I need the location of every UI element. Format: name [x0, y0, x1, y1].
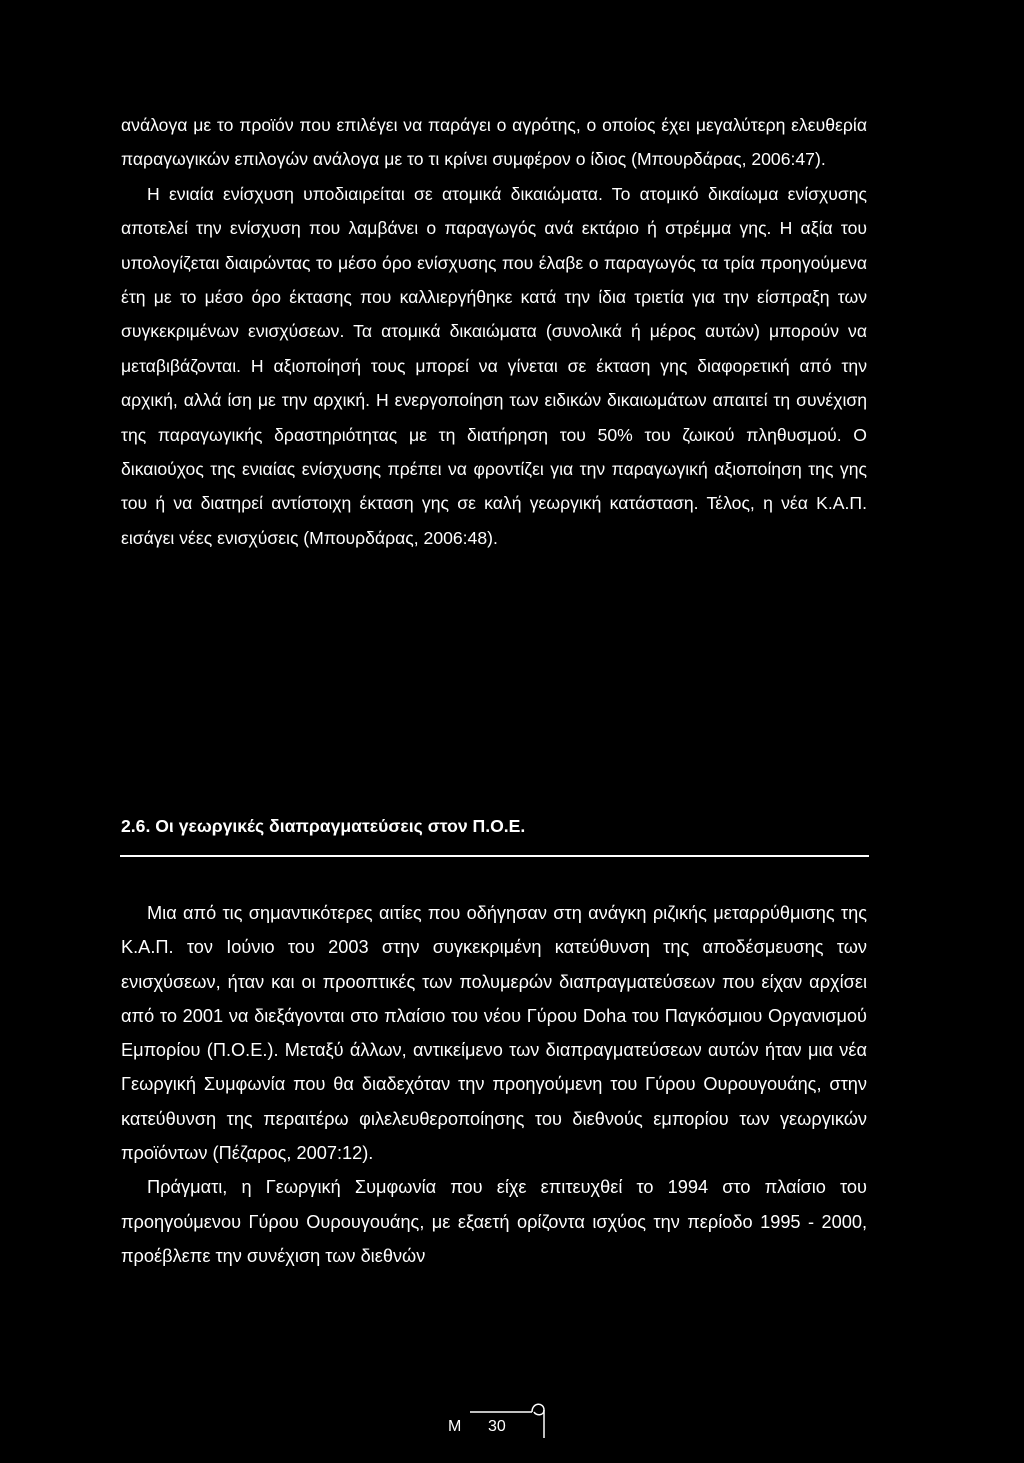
- body-paragraph: Πράγματι, η Γεωργική Συμφωνία που είχε επιτευχθεί το 1994 στο πλαίσιο του προηγούμενου Γύρου Ουρουγουάης, με εξαετή ορίζοντα ισχύος την περίοδο 1995 - 2000, προέβλεπε την συνέχιση των διεθνών: [121, 1177, 867, 1266]
- heading-rule: [120, 855, 869, 857]
- body-paragraph: ανάλογα με το προϊόν που επιλέγει να παράγει ο αγρότης, ο οποίος έχει μεγαλύτερη ελευθερία παραγωγικών επιλογών ανάλογα με το τι κρίνει συμφέρον ο ίδιος (Μπουρδάρας, 2006:47).: [121, 115, 867, 170]
- document-page: [121, 108, 867, 1266]
- section-body: [121, 896, 867, 1273]
- body-paragraph: Η ενιαία ενίσχυση υποδιαιρείται σε ατομικά δικαιώματα. Το ατομικό δικαίωμα ενίσχυσης αποτελεί την ενίσχυση που λαμβάνει ο παραγωγός ανά εκτάριο ή στρέμμα γης. Η αξία του υπολογίζεται διαιρώντας το μέσο όρο ενίσχυσης που έλαβε ο παραγωγός τα τρία προηγούμενα έτη με το μέσο όρο έκτασης που καλλιεργήθηκε κατά την ίδια τριετία για την είσπραξη των συγκεκριμένων ενισχύσεων. Τα ατομικά δικαιώματα (συνολικά ή μέρος αυτών) μπορούν να μεταβιβάζονται. Η αξιοποίησή τους μπορεί να γίνεται σε έκταση γης διαφορετική από την αρχική, αλλά ίση με την αρχική. Η ενεργοποίηση των ειδικών δικαιωμάτων απαιτεί τη συνέχιση της παραγωγικής δραστηριότητας με τη διατήρηση του 50% του ζωικού πληθυσμού. Ο δικαιούχος της ενιαίας ενίσχυσης πρέπει να φροντίζει για την παραγωγική αξιοποίηση της γης του ή να διατηρεί αντίστοιχη έκταση γης σε καλή γεωργική κατάσταση. Τέλος, η νέα Κ.Α.Π. εισάγει νέες ενισχύσεις (Μπουρδάρας, 2006:48).: [121, 183, 867, 548]
- body-paragraph: Μια από τις σημαντικότερες αιτίες που οδήγησαν στη ανάγκη ριζικής μεταρρύθμισης της Κ.Α.Π. τον Ιούνιο του 2003 στην συγκεκριμένη κατεύθυνση της αποδέσμευσης των ενισχύσεων, ήταν και οι προοπτικές των πολυμερών διαπραγματεύσεων που είχαν αρχίσει από το 2001 να διεξάγονται στο πλαίσιο του νέου Γύρου Doha του Παγκόσμιου Οργανισμού Εμπορίου (Π.Ο.Ε.). Μεταξύ άλλων, αντικείμενο των διαπραγματεύσεων αυτών ήταν μια νέα Γεωργική Συμφωνία που θα διαδεχόταν την προηγούμενη του Γύρου Ουρουγουάης, στην κατεύθυνση της περαιτέρω φιλελευθεροποίησης του διεθνούς εμπορίου των γεωργικών προϊόντων (Πέζαρος, 2007:12).: [121, 903, 867, 1164]
- footer-mark: Μ: [448, 1418, 462, 1435]
- page-number: 30: [488, 1418, 506, 1435]
- page-footer: [448, 1398, 558, 1448]
- section-heading: 2.6. Οι γεωργικές διαπραγματεύσεις στον Π.Ο.Ε.: [121, 816, 526, 836]
